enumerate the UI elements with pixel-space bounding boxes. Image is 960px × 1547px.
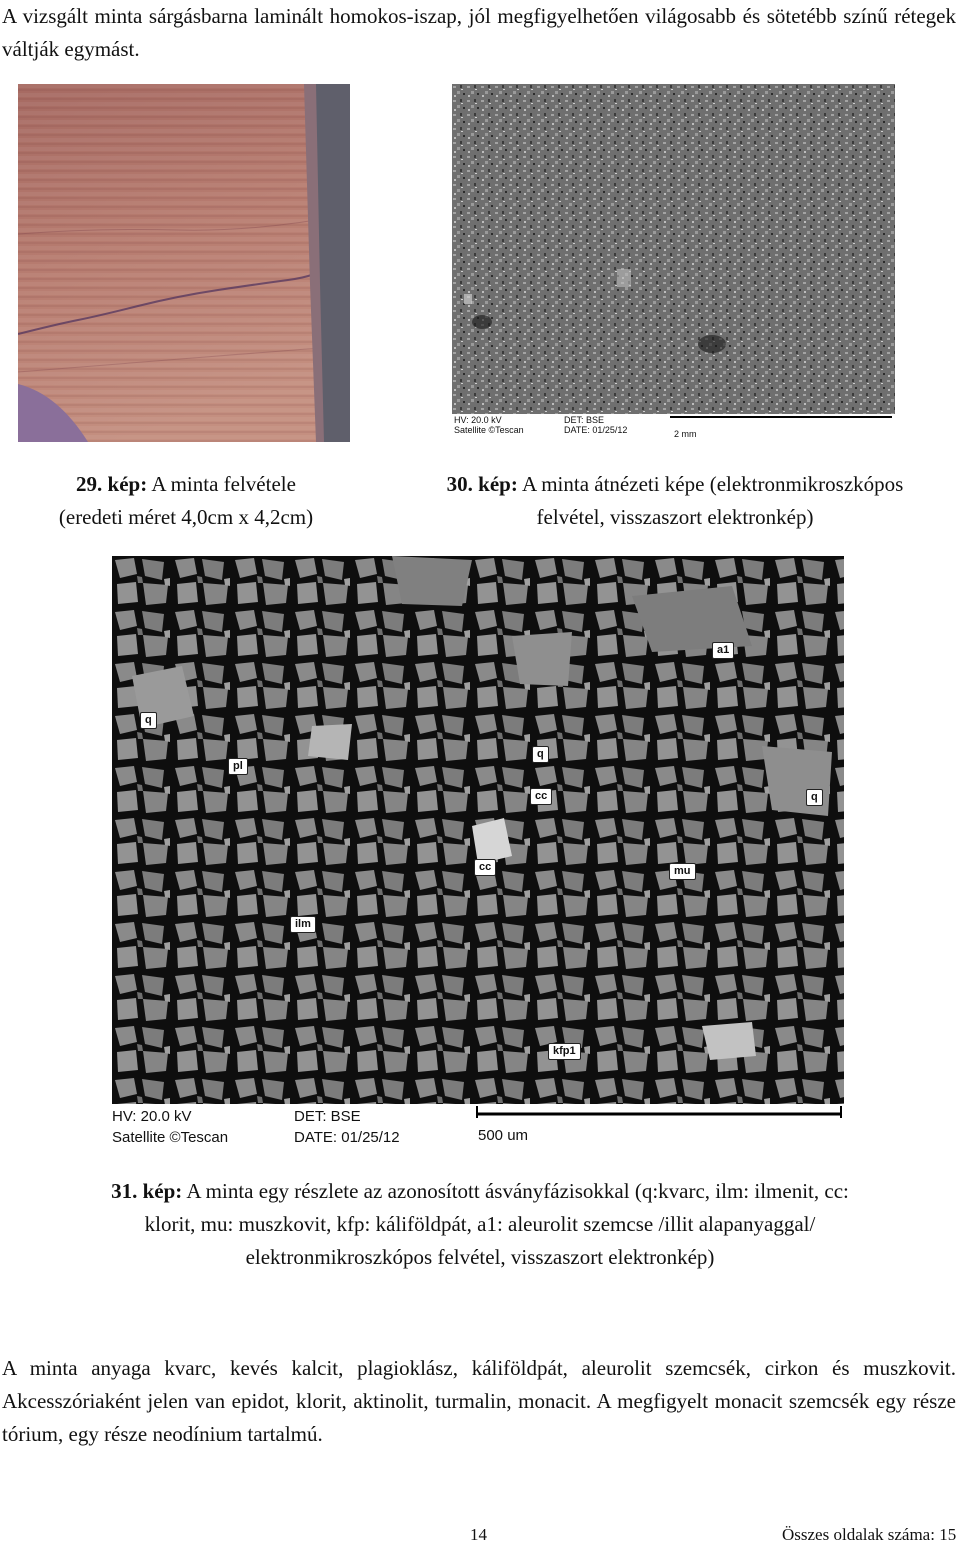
mineral-label-kfp1: kfp1: [548, 1043, 581, 1060]
figure29-line1: A minta felvétele: [151, 472, 296, 496]
mineral-label-q: q: [806, 789, 823, 806]
figure29-line2: (eredeti méret 4,0cm x 4,2cm): [58, 505, 314, 529]
overview-scale: 2 mm: [674, 429, 697, 439]
detail-hv: HV: 20.0 kV: [112, 1108, 192, 1125]
sem-detail-image: [112, 556, 844, 1150]
figure30-line2: felvétel, visszaszort elektronkép): [536, 505, 814, 529]
figure30-line1: A minta átnézeti képe (elektronmikroszkópos: [521, 472, 904, 496]
figure31-caption: [0, 1175, 960, 1274]
figure31-line1: A minta egy részlete az azonosított ásványfázisokkal (q:kvarc, ilm: ilmenit, cc:: [186, 1179, 849, 1203]
total-pages: Összes oldalak száma: 15: [782, 1525, 957, 1544]
mineral-label-a1: a1: [712, 642, 734, 659]
mineral-label-mu: mu: [669, 863, 696, 880]
overview-det: DET: BSE: [564, 415, 605, 425]
overview-credit: Satellite ©Tescan: [454, 425, 524, 435]
mineral-label-ilm: ilm: [290, 916, 316, 933]
mineral-label-pl: pl: [228, 758, 248, 775]
figure31-line2: klorit, mu: muszkovit, kfp: káliföldpát, a1: aleurolit szemcse /illit alapanyaggal/: [144, 1212, 816, 1236]
figure31-line3: elektronmikroszkópos felvétel, visszaszort elektronkép): [245, 1245, 715, 1269]
figure29-number: 29. kép:: [76, 472, 148, 496]
mineral-label-q: q: [140, 712, 157, 729]
overview-date: DATE: 01/25/12: [564, 425, 628, 435]
detail-scale: 500 um: [478, 1127, 529, 1144]
sem-overview-image: [452, 84, 895, 442]
figure29-caption: [18, 468, 354, 534]
detail-det: DET: BSE: [294, 1108, 361, 1125]
figure30-caption: [390, 468, 960, 534]
body-paragraph: A minta anyaga kvarc, kevés kalcit, plagioklász, káliföldpát, aleurolit szemcsék, cirkon és muszkovit. Akcesszóriaként jelen van epidot, klorit, aktinolit, turmalin, monacit. A megfigyelt monacit szemcsék egy része tórium, egy része neodínium tartalmú.: [2, 1356, 956, 1446]
mineral-label-cc: cc: [474, 859, 496, 876]
intro-paragraph: A vizsgált minta sárgásbarna laminált homokos-iszap, jól megfigyelhetően világosabb és sötetébb színű rétegek váltják egymást.: [2, 4, 956, 61]
detail-date: DATE: 01/25/12: [294, 1129, 400, 1146]
sample-photo: [18, 84, 350, 442]
mineral-label-cc: cc: [530, 788, 552, 805]
detail-credit: Satellite ©Tescan: [112, 1129, 229, 1146]
overview-hv: HV: 20.0 kV: [454, 415, 502, 425]
page-number: 14: [470, 1525, 487, 1544]
mineral-label-q: q: [532, 746, 549, 763]
figure31-number: 31. kép:: [111, 1179, 183, 1203]
sample-photo-image: [18, 84, 350, 442]
figure30-number: 30. kép:: [446, 472, 518, 496]
